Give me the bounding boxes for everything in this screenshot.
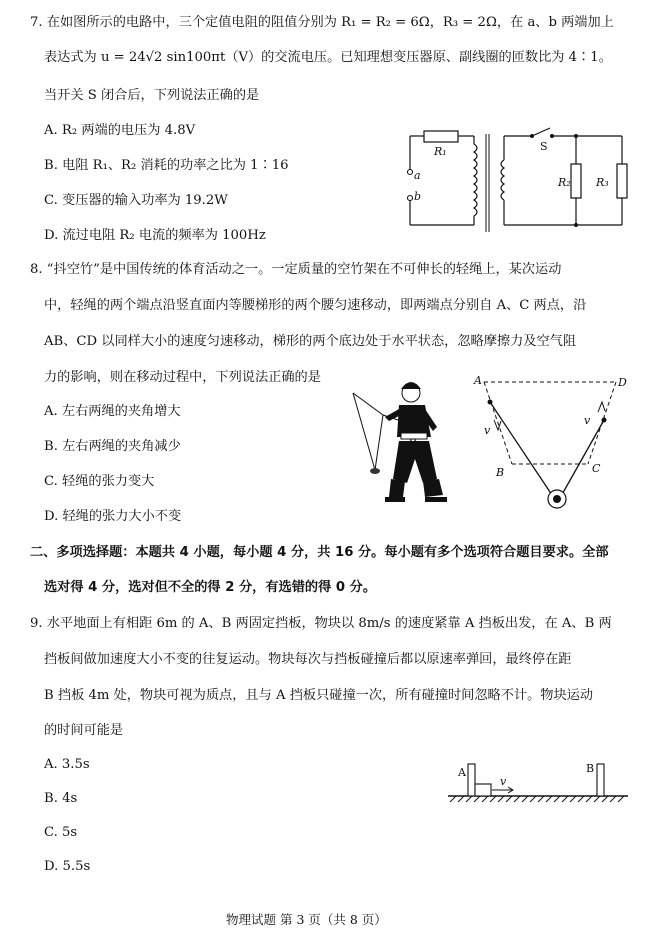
q8-line-1: 8. “抖空竹”是中国传统的体育活动之一。一定质量的空竹架在不可伸长的轻绳上，某次运动 [30, 262, 562, 277]
terminal-a [408, 170, 413, 175]
block [475, 784, 491, 796]
section-2-heading-line-2: 选对得 4 分，选对但不全的得 2 分，有选错的得 0 分。 [44, 580, 377, 595]
resistor-r3 [617, 164, 627, 198]
q8-option-c[interactable]: C. 轻绳的张力变大 [44, 474, 155, 489]
label-velocity-left: v [484, 424, 491, 437]
q7-line-2: 表达式为 u = 24√2 sin100πt（V）的交流电压。已知理想变压器原、副线圈的匝数比为 4∶1。 [44, 50, 612, 65]
label-point-a: A [474, 374, 482, 387]
q7-option-b[interactable]: B. 电阻 R₁、R₂ 消耗的功率之比为 1∶16 [44, 158, 289, 173]
label-s: S [540, 140, 548, 153]
q9-line-2: 挡板间做加速度大小不变的往复运动。物块每次与挡板碰撞后都以原速率弹回，最终停在距 [44, 652, 572, 667]
q9-line-1: 9. 水平地面上有相距 6m 的 A、B 两固定挡板，物块以 8m/s 的速度紧靠 A 挡板出发，在 A、B 两 [30, 616, 612, 631]
label-velocity: v [500, 775, 507, 788]
rope-left [490, 402, 554, 498]
label-baffle-a: A [458, 766, 466, 779]
label-b: b [414, 190, 422, 203]
q8-option-a[interactable]: A. 左右两绳的夹角增大 [44, 404, 181, 419]
q9-option-a[interactable]: A. 3.5s [44, 757, 90, 772]
page-footer: 物理试题 第 3 页（共 8 页） [226, 912, 387, 927]
label-r3: R₃ [596, 176, 609, 189]
q7-option-d[interactable]: D. 流过电阻 R₂ 电流的频率为 100Hz [44, 228, 266, 243]
baffle-a [468, 764, 475, 796]
label-point-c: C [592, 462, 601, 475]
rope-right [560, 420, 604, 498]
label-r2: R₂ [558, 176, 571, 189]
q9-option-c[interactable]: C. 5s [44, 825, 78, 840]
label-point-b: B [496, 466, 505, 479]
label-baffle-b: B [586, 762, 595, 775]
q7-circuit-diagram [400, 120, 640, 240]
resistor-r1 [424, 131, 458, 142]
q9-option-d[interactable]: D. 5.5s [44, 859, 91, 874]
q7-option-c[interactable]: C. 变压器的输入功率为 19.2W [44, 193, 228, 208]
q7-line-3: 当开关 S 闭合后，下列说法正确的是 [44, 88, 260, 103]
q8-line-4: 力的影响，则在移动过程中，下列说法正确的是 [44, 370, 321, 385]
q8-line-3: AB、CD 以同样大小的速度匀速移动，梯形的两个底边处于水平状态，忽略摩擦力及空气阻 [44, 334, 577, 349]
q7-option-a[interactable]: A. R₂ 两端的电压为 4.8V [44, 123, 196, 138]
section-2-heading-line-1: 二、多项选择题：本题共 4 小题，每小题 4 分，共 16 分。每小题有多个选项符合题目要求。全部 [30, 545, 609, 560]
label-a: a [414, 169, 421, 182]
q7-line-1: 7. 在如图所示的电路中，三个定值电阻的阻值分别为 R₁ = R₂ = 6Ω，R₃ = 2Ω，在 a、b 两端加上 [30, 15, 614, 30]
label-point-d: D [618, 376, 627, 389]
q9-baffle-diagram [444, 758, 634, 808]
secondary-coil [501, 160, 504, 200]
q8-option-d[interactable]: D. 轻绳的张力大小不变 [44, 509, 182, 524]
baffle-b [597, 764, 604, 796]
primary-coil [474, 144, 477, 216]
q8-trapezoid-diagram [470, 372, 630, 512]
label-r1: R₁ [434, 145, 447, 158]
q9-option-b[interactable]: B. 4s [44, 791, 78, 806]
q9-line-3: B 挡板 4m 处，物块可视为质点，且与 A 挡板只碰撞一次，所有碰撞时间忽略不计。物块运动 [44, 688, 594, 703]
diabolo-player-illustration [345, 375, 465, 510]
q9-line-4: 的时间可能是 [44, 723, 124, 738]
switch-s [532, 128, 550, 136]
terminal-b [408, 196, 413, 201]
q8-line-2: 中，轻绳的两个端点沿竖直面内等腰梯形的两个腰匀速移动，即两端点分别自 A、C 两点，沿 [44, 298, 587, 313]
label-velocity-right: v [584, 414, 591, 427]
resistor-r2 [571, 164, 581, 198]
q8-option-b[interactable]: B. 左右两绳的夹角减少 [44, 439, 181, 454]
